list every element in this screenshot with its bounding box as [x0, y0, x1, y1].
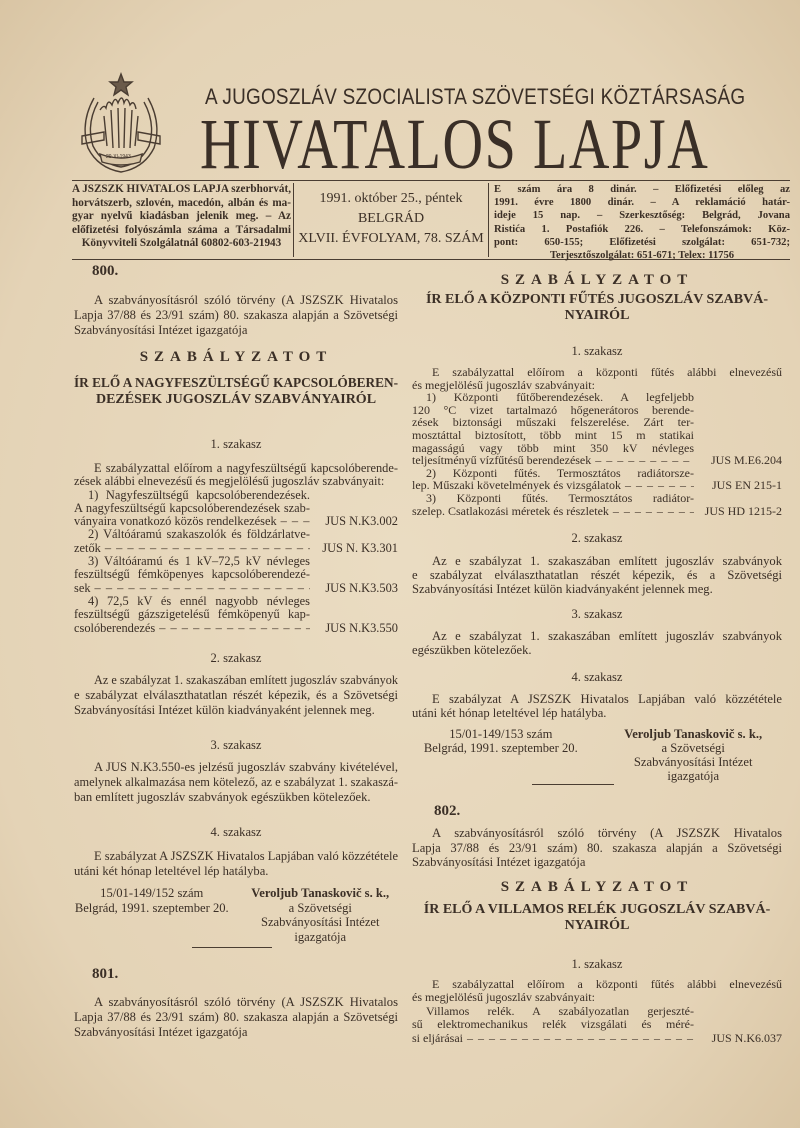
text-line	[74, 293, 398, 308]
text-line-content: lep. Műszaki követelmények és vizsgálatok	[412, 478, 621, 493]
text-line-content: Ristića 1. Postafiók 226. – Telefonszámok: Köz-	[494, 223, 790, 235]
section-label: 1. szakasz	[571, 344, 623, 358]
standard-title	[74, 595, 310, 635]
preamble-800	[74, 293, 398, 338]
text-line	[412, 492, 694, 505]
section-3-801	[412, 629, 782, 657]
text-line	[412, 629, 782, 643]
text-line	[74, 515, 310, 528]
text-line-content: a Szövetségi	[661, 741, 725, 755]
text-line-content: horvátszerb, szlovén, macedón, albán és ma-	[72, 196, 291, 209]
text-line-content: Lapja 37/88 és 23/91 szám) 80. szakasza alapján a Szövetségi	[74, 1010, 398, 1024]
heading-800: SZABÁLYZATOT	[139, 349, 333, 365]
text-line	[412, 978, 782, 991]
text-line	[74, 886, 230, 901]
text-line-content: gyar nyelvű kiadásban jelenik meg. – Az	[72, 210, 291, 223]
title-800	[74, 376, 398, 408]
text-line-content: A JUS N.K3.550-es jelzésű jugoszláv szabvány kivételével,	[94, 760, 398, 774]
standard-title	[412, 391, 694, 467]
text-line-content: A szabványosításról szóló törvény (A JSZSZK Hivatalos	[94, 293, 398, 307]
text-line	[412, 454, 694, 467]
text-line	[412, 841, 782, 856]
text-line-content: 1991. évre 1800 dinár. – A reklamáció határ-	[494, 197, 790, 209]
masthead-title: HIVATALOS LAPJA	[200, 104, 710, 184]
text-line-content: utáni két hónap leteltével lép hatályba.	[74, 864, 269, 878]
text-line-content: előfizetési folyószámla száma a Társadalmi	[72, 223, 291, 236]
publication-info	[72, 183, 291, 257]
standard-title	[74, 528, 310, 555]
standard-item	[74, 555, 398, 595]
text-line	[74, 308, 398, 323]
standard-title	[74, 489, 310, 529]
text-line-content: sű elektromechanikus relék vizsgálati és méré-	[412, 1017, 694, 1032]
text-line-content: si eljárásai	[412, 1030, 463, 1045]
section-label: 4. szakasz	[571, 670, 623, 684]
standard-code: JUS EN 215-1	[711, 478, 782, 493]
dash-leader	[609, 505, 694, 518]
text-line-content: A JSZSZK HIVATALOS LAPJA szerbhorvát,	[72, 183, 291, 195]
text-line-content: Veroljub Tanaskovič s. k.,	[624, 727, 763, 741]
text-line-content: Szabványosítási Intézet külön kiadványaként jelennek meg.	[74, 703, 375, 717]
text-line	[74, 775, 398, 790]
text-line	[412, 643, 782, 657]
text-line-content: 3) Központi fűtés. Termosztátos radiátor-	[426, 490, 694, 505]
text-line-content: A szabványosításról szóló törvény (A JSZSZK Hivatalos	[432, 826, 782, 840]
text-line	[74, 864, 398, 879]
text-line-content: E szabályzat A JSZSZK Hivatalos Lapjában való közzététele	[432, 692, 782, 706]
section-label: 3. szakasz	[571, 607, 623, 621]
text-line	[74, 849, 398, 864]
text-line	[72, 237, 291, 251]
standard-code: JUS N.K3.503	[325, 580, 398, 595]
reference-date	[412, 727, 590, 783]
issue-date-place	[293, 183, 489, 257]
text-line	[494, 249, 790, 262]
text-line-content: sek	[74, 580, 91, 595]
text-line-content: zetők	[74, 540, 101, 555]
text-line	[74, 1025, 398, 1040]
section-4-801	[412, 692, 782, 720]
text-line	[604, 741, 782, 755]
text-line-content: Belgrád, 1991. szeptember 20.	[74, 900, 229, 915]
text-line	[412, 1018, 694, 1031]
text-line-box	[412, 1032, 463, 1045]
text-line-content: Terjesztőszolgálat: 651-671; Telex: 11756	[549, 250, 735, 262]
text-line-content: zések biztonsági műszaki felszerelése. Zárt ter-	[412, 415, 694, 430]
text-line-box	[412, 505, 609, 518]
standard-item	[74, 489, 398, 529]
text-line	[74, 688, 398, 703]
text-line	[74, 703, 398, 718]
emblem-icon	[74, 68, 168, 180]
standard-code: JUS N.K3.002	[325, 514, 398, 529]
text-line-content: e szabályzat elválaszthatatlan részét képezik, és a Szövetségi	[412, 568, 782, 582]
standard-title	[412, 492, 694, 517]
dash-leader	[591, 454, 694, 467]
text-line	[74, 901, 230, 916]
text-line	[412, 692, 782, 706]
text-line-content: DEZÉSEK JUGOSZLÁV SZABVÁNYAIRÓL	[95, 392, 377, 407]
standard-item	[74, 528, 398, 555]
text-line-content: Lapja 37/88 és 23/91 szám) 80. szakasza alapján a Szövetségi	[74, 308, 398, 322]
state-emblem	[74, 68, 168, 180]
text-line-content: E szabályzat A JSZSZK Hivatalos Lapjában való közzététele	[94, 849, 398, 863]
section-4-800	[74, 849, 398, 879]
text-line	[72, 224, 291, 238]
text-line-content: E szabályzattal előírom a nagyfeszültségű kapcsolóberende-	[94, 461, 398, 475]
text-line	[74, 568, 310, 581]
text-line-box	[412, 454, 591, 467]
act-number-800: 800.	[92, 263, 119, 279]
text-line-content: a Szövetségi	[288, 900, 352, 915]
text-line	[74, 528, 310, 541]
dash-leader	[91, 582, 310, 595]
reference-date	[74, 886, 230, 944]
text-line	[412, 1005, 694, 1018]
text-line-content: Szabványosítási Intézet	[260, 915, 380, 929]
text-line	[74, 622, 310, 635]
text-line	[604, 727, 782, 741]
text-line-content: Szabványosítási Intézet igazgatója	[74, 1025, 248, 1039]
section-intro	[412, 366, 782, 391]
text-line	[494, 183, 790, 196]
separator-rule	[532, 784, 614, 785]
act-number-801: 801.	[92, 966, 119, 982]
section-2-800	[74, 673, 398, 718]
text-line-content: NYAIRÓL	[564, 308, 630, 323]
standard-title	[412, 467, 694, 492]
section-intro	[412, 978, 782, 1005]
signature-801	[412, 727, 782, 783]
text-line-content: teljesítményű vízfűtésű berendezések	[412, 453, 592, 468]
section-label: 2. szakasz	[571, 531, 623, 545]
text-line-content: ban említett jugoszláv szabványok egészükben kötelezőek.	[74, 790, 371, 804]
text-line	[74, 462, 398, 475]
standard-code: JUS HD 1215-2	[704, 503, 782, 518]
text-line	[412, 826, 782, 841]
text-line	[72, 197, 291, 211]
heading-802: SZABÁLYZATOT	[500, 879, 694, 895]
text-line-content: és megjelölésű jugoszláv szabványait:	[412, 990, 595, 1005]
dash-leader	[155, 622, 310, 635]
text-line	[494, 236, 790, 249]
text-line-content: Veroljub Tanaskovič s. k.,	[251, 886, 390, 900]
text-line	[412, 308, 782, 324]
price-contact-info	[494, 183, 790, 262]
title-801	[412, 292, 782, 324]
act-number-802: 802.	[434, 803, 461, 819]
text-line-content: E szabályzattal előírom a központi fűtés alábbi elnevezésű	[432, 977, 782, 991]
text-line-content: feszültségű gázszigetelésű fémköpenyű kap-	[74, 607, 310, 622]
text-line-content: zések alábbi elnevezésű és megjelölésű jugoszláv szabványait:	[74, 474, 385, 489]
standards-list	[74, 489, 398, 635]
text-line	[74, 489, 310, 502]
text-line	[412, 741, 590, 755]
text-line-content: Könyvviteli Szolgálatnál 60802-603-21943	[81, 237, 282, 250]
text-line	[242, 886, 398, 901]
text-line	[74, 582, 310, 595]
section-1-800	[74, 462, 398, 635]
text-line	[74, 1010, 398, 1025]
text-line-content: és megjelölésű jugoszláv szabványait:	[412, 377, 595, 392]
title-802	[412, 902, 782, 934]
signatory	[242, 886, 398, 944]
section-label: 1. szakasz	[210, 437, 262, 451]
text-line-content: magasságú vagy több mint 350 kV névleges	[412, 440, 694, 455]
text-line-content: egészükben kötelezőek.	[412, 643, 532, 657]
text-line-content: ideje 15 nap. – Szerkesztőség: Belgrád, Jovana	[494, 210, 790, 222]
text-line-content: feszültségű fémköpenyes kapcsolóberendezé-	[74, 567, 310, 582]
text-line-content: utáni két hónap leteltével lép hatályba.	[412, 706, 607, 720]
text-line-content: E szabályzattal előírom a központi fűtés alábbi elnevezésű	[432, 365, 782, 379]
text-line	[412, 1032, 694, 1045]
text-line	[72, 183, 291, 197]
text-line-content: 120 °C vizet tartalmazó hőgenerátoros berende-	[412, 402, 694, 417]
standards-list	[412, 1005, 782, 1045]
text-line-box	[74, 515, 277, 528]
text-line-content: 1) Központi fűtőberendezések. A legfeljebb	[426, 390, 694, 405]
text-line-content: E szám ára 8 dinár. – Előfizetési előleg az	[494, 184, 790, 195]
separator-rule	[192, 947, 272, 948]
dash-leader	[101, 542, 310, 555]
text-line	[242, 915, 398, 930]
issue-city: BELGRÁD	[357, 211, 425, 226]
signatory	[604, 727, 782, 783]
text-line-content: Szabványosítási Intézet igazgatója	[412, 855, 586, 869]
text-line-content: Az e szabályzat 1. szakaszában említett jugoszláv szabványok	[432, 554, 782, 568]
standard-title	[74, 555, 310, 595]
text-line-content: Szabványosítási Intézet külön kiadványaként jelennek meg.	[412, 582, 713, 596]
text-line-content: ÍR ELŐ A KÖZPONTI FŰTÉS JUGOSZLÁV SZABVÁ-	[425, 292, 769, 307]
text-line	[74, 323, 398, 338]
section-1-802	[412, 978, 782, 1045]
standard-code: JUS N. K3.301	[322, 540, 398, 555]
text-line	[412, 366, 782, 379]
section-2-801	[412, 554, 782, 596]
text-line	[412, 582, 782, 596]
text-line-content: 2) Központi fűtés. Termosztátos radiátorsze-	[426, 465, 694, 480]
issue-number: XLVII. ÉVFOLYAM, 78. SZÁM	[298, 231, 484, 246]
text-line	[412, 855, 782, 870]
standard-title	[412, 1005, 694, 1045]
text-line	[242, 930, 398, 945]
text-line-content: Az e szabályzat 1. szakaszában említett jugoszláv szabványok	[94, 673, 398, 687]
standard-code: JUS M.E6.204	[710, 453, 782, 468]
text-line-content: 1) Nagyfeszültségű kapcsolóberendezések.	[88, 487, 310, 502]
issue-info-box	[72, 180, 790, 260]
text-line-content: 15/01-149/152 szám	[100, 886, 204, 900]
text-line	[412, 554, 782, 568]
issue-date: 1991. október 25., péntek	[319, 191, 463, 206]
text-line-content: Az e szabályzat 1. szakaszában említett jugoszláv szabványok	[432, 629, 782, 643]
text-line-content: A nagyfeszültségű kapcsolóberendezések szab-	[74, 500, 310, 515]
text-line-content: e szabályzat elválaszthatatlan részét képezik, és a Szövetségi	[74, 688, 398, 702]
text-line	[494, 209, 790, 222]
text-line-content: mosztáttal biztosított, több mint 15 m statikai	[412, 427, 694, 442]
standards-list	[412, 391, 782, 517]
text-line	[604, 755, 782, 769]
text-line	[74, 475, 398, 488]
text-line-content: Villamos relék. A szabályozatlan gerjeszté-	[426, 1003, 694, 1018]
dash-leader	[277, 515, 310, 528]
standard-code: JUS N.K3.550	[325, 620, 398, 635]
heading-801: SZABÁLYZATOT	[500, 272, 694, 288]
text-line	[74, 376, 398, 392]
standard-item	[412, 492, 782, 517]
masthead-supertitle: A JUGOSZLÁV SZOCIALISTA SZÖVETSÉGI KÖZTÁRSASÁG	[205, 84, 746, 109]
text-line-content: NYAIRÓL	[564, 918, 630, 933]
text-line-content: 3) Váltóáramú és 1 kV–72,5 kV névleges	[88, 554, 310, 569]
text-line-content: Belgrád, 1991. szeptember 20.	[423, 741, 578, 755]
text-line-content: 4) 72,5 kV és ennél nagyobb névleges	[88, 593, 310, 608]
text-line	[604, 769, 782, 783]
section-1-801	[412, 366, 782, 517]
section-intro	[74, 462, 398, 489]
text-line	[412, 706, 782, 720]
text-line-box	[74, 582, 91, 595]
emblem-date: 29-XI-1943	[106, 154, 131, 160]
standard-item	[412, 1005, 782, 1045]
text-line	[412, 918, 782, 934]
text-line-content: amelynek alkalmazása nem kötelező, az e szabályzat 1. szakaszá-	[74, 775, 398, 789]
section-3-800	[74, 760, 398, 805]
text-line	[74, 595, 310, 608]
text-line-content: Szabványosítási Intézet	[633, 755, 753, 769]
text-line-content: 2) Váltóáramú szakaszolók és földzárlatve-	[88, 527, 310, 542]
text-line-content: A szabványosításról szóló törvény (A JSZSZK Hivatalos	[94, 995, 398, 1009]
text-line	[412, 429, 694, 442]
section-label: 2. szakasz	[210, 651, 262, 665]
text-line	[494, 223, 790, 236]
text-line-box	[74, 542, 101, 555]
section-label: 4. szakasz	[210, 825, 262, 839]
standard-item	[412, 467, 782, 492]
text-line	[72, 210, 291, 224]
signature-800	[74, 886, 398, 944]
text-line-content: pont: 650-155; Előfizetési szolgálat: 651-732;	[494, 236, 790, 248]
text-line-content: Szabványosítási Intézet igazgatója	[74, 323, 248, 337]
text-line-content: ÍR ELŐ A VILLAMOS RELÉK JUGOSZLÁV SZABVÁ-	[423, 902, 771, 917]
text-line-content: igazgatója	[294, 929, 347, 944]
text-line	[74, 995, 398, 1010]
text-line-box	[74, 622, 155, 635]
text-line	[412, 991, 782, 1004]
text-line-content: ÍR ELŐ A NAGYFESZÜLTSÉGŰ KAPCSOLÓBEREN-	[74, 376, 398, 391]
text-line-content: szelep. Csatlakozási méretek és részletek	[412, 503, 609, 518]
text-line	[412, 292, 782, 308]
text-line	[74, 760, 398, 775]
text-line-content: igazgatója	[667, 769, 720, 783]
text-line	[74, 542, 310, 555]
text-line	[412, 727, 590, 741]
dash-leader	[463, 1032, 694, 1045]
section-label: 3. szakasz	[210, 738, 262, 752]
text-line	[242, 901, 398, 916]
section-label: 1. szakasz	[571, 957, 623, 971]
preamble-802	[412, 826, 782, 870]
text-line-content: csolóberendezés	[74, 620, 156, 635]
text-line	[74, 555, 310, 568]
text-line	[412, 505, 694, 518]
text-line	[74, 608, 310, 621]
preamble-801	[74, 995, 398, 1040]
text-line	[494, 196, 790, 209]
text-line	[412, 568, 782, 582]
standard-code: JUS N.K6.037	[711, 1030, 782, 1045]
text-line	[74, 673, 398, 688]
text-line	[412, 391, 694, 404]
text-line-content: Lapja 37/88 és 23/91 szám) 80. szakasza alapján a Szövetségi	[412, 840, 782, 855]
text-line	[74, 790, 398, 805]
standard-item	[412, 391, 782, 467]
text-line-content: 15/01-149/153 szám	[449, 727, 553, 741]
text-line	[74, 392, 398, 408]
standard-item	[74, 595, 398, 635]
text-line	[412, 902, 782, 918]
text-line	[74, 502, 310, 515]
text-line-content: ványaira vonatkozó közös rendelkezések	[74, 514, 277, 529]
